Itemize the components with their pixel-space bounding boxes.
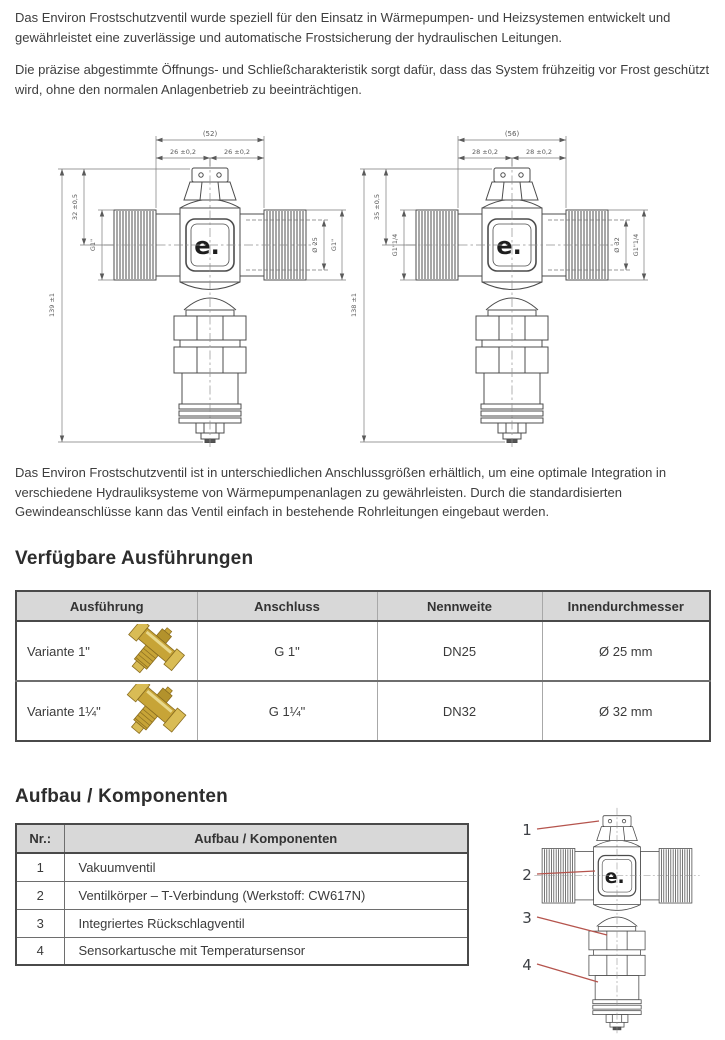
sizes-paragraph: Das Environ Frostschutzventil ist in unterschiedlichen Anschlussgrößen erhältlich, um eine optimale Integration in verschiedene Hydrauliksysteme von Wärmepumpenanlagen zu gewährleisten. Durch die standardisierten Gewindeanschlüsse kann das Ventil einfach in bestehende Rohrleitungen eingebaut werden. <box>15 465 667 519</box>
column-header-innendurchmesser: Innendurchmesser <box>542 591 710 621</box>
components-heading: Aufbau / Komponenten <box>15 786 228 807</box>
callout-number-4: 4 <box>522 956 532 974</box>
dim-inner-diameter: Ø 25 <box>311 237 319 253</box>
column-header-nennweite: Nennweite <box>377 591 542 621</box>
brass-valve-photo <box>119 624 189 678</box>
cell-nennweite: DN25 <box>377 621 542 681</box>
column-header-nr: Nr.: <box>16 824 64 853</box>
cell-nr: 1 <box>16 853 64 881</box>
dim-inner-diameter: Ø 32 <box>613 237 621 253</box>
table-row <box>16 881 468 909</box>
components-diagram <box>495 792 717 1040</box>
dim-half-width-left: 26 ±0,2 <box>169 148 197 156</box>
dim-thread-left: G1"1/4 <box>391 233 399 257</box>
dim-overall-width: (56) <box>504 130 520 138</box>
cell-component: Sensorkartusche mit Temperatursensor <box>64 937 468 965</box>
versions-table <box>15 590 711 742</box>
versions-heading: Verfügbare Ausführungen <box>15 548 254 569</box>
cell-innendurchmesser: Ø 25 mm <box>542 621 710 681</box>
cell-innendurchmesser: Ø 32 mm <box>542 681 710 741</box>
callout-number-1: 1 <box>522 821 532 839</box>
table-row <box>16 909 468 937</box>
dim-total-height: 139 ±1 <box>48 292 56 318</box>
versions-table-header-row <box>16 591 710 621</box>
components-table-header-row <box>16 824 468 853</box>
cell-anschluss: G 1" <box>197 621 377 681</box>
dim-cap-height: 32 ±0,5 <box>71 193 79 221</box>
column-header-anschluss: Anschluss <box>197 591 377 621</box>
table-row <box>16 621 710 681</box>
dim-overall-width: (52) <box>202 130 218 138</box>
column-header-ausfuehrung: Ausführung <box>16 591 197 621</box>
variant-name: Variante 1" <box>27 643 90 659</box>
dim-thread-right: G1" <box>330 238 338 252</box>
dim-thread-right: G1"1/4 <box>632 233 640 257</box>
dim-total-height: 138 ±1 <box>350 292 358 318</box>
callout-number-2: 2 <box>522 866 532 884</box>
variant-name: Variante 1¼" <box>27 703 101 719</box>
technical-drawing-1-25-inch <box>342 112 662 457</box>
table-row <box>16 853 468 881</box>
brass-valve-photo <box>119 684 189 738</box>
table-row <box>16 681 710 741</box>
cell-nr: 4 <box>16 937 64 965</box>
dim-cap-height: 35 ±0,5 <box>373 193 381 221</box>
intro-paragraph-2: Die präzise abgestimmte Öffnungs- und Schließcharakteristik sorgt dafür, dass das System frühzeitig vor Frost geschützt wird, ohne den normalen Anlagenbetrieb zu beeinträchtigen. <box>15 62 710 97</box>
dim-half-width-left: 28 ±0,2 <box>471 148 499 156</box>
intro-paragraph-1: Das Environ Frostschutzventil wurde speziell für den Einsatz in Wärmepumpen- und Heizsystemen entwickelt und gewährleistet eine zuverlässige und automatische Frostsicherung der hydraulischen Leitungen. <box>15 10 671 45</box>
dim-thread-left: G1" <box>89 238 97 252</box>
cell-nr: 3 <box>16 909 64 937</box>
cell-component: Ventilkörper – T-Verbindung (Werkstoff: CW617N) <box>64 881 468 909</box>
cell-component: Integriertes Rückschlagventil <box>64 909 468 937</box>
cell-nennweite: DN32 <box>377 681 542 741</box>
table-row <box>16 937 468 965</box>
callout-number-3: 3 <box>522 909 532 927</box>
column-header-komponenten: Aufbau / Komponenten <box>64 824 468 853</box>
dim-half-width-right: 28 ±0,2 <box>525 148 553 156</box>
components-table <box>15 823 469 966</box>
dim-half-width-right: 26 ±0,2 <box>223 148 251 156</box>
cell-nr: 2 <box>16 881 64 909</box>
cell-anschluss: G 1¼" <box>197 681 377 741</box>
technical-drawing-1-inch <box>40 112 360 457</box>
cell-component: Vakuumventil <box>64 853 468 881</box>
